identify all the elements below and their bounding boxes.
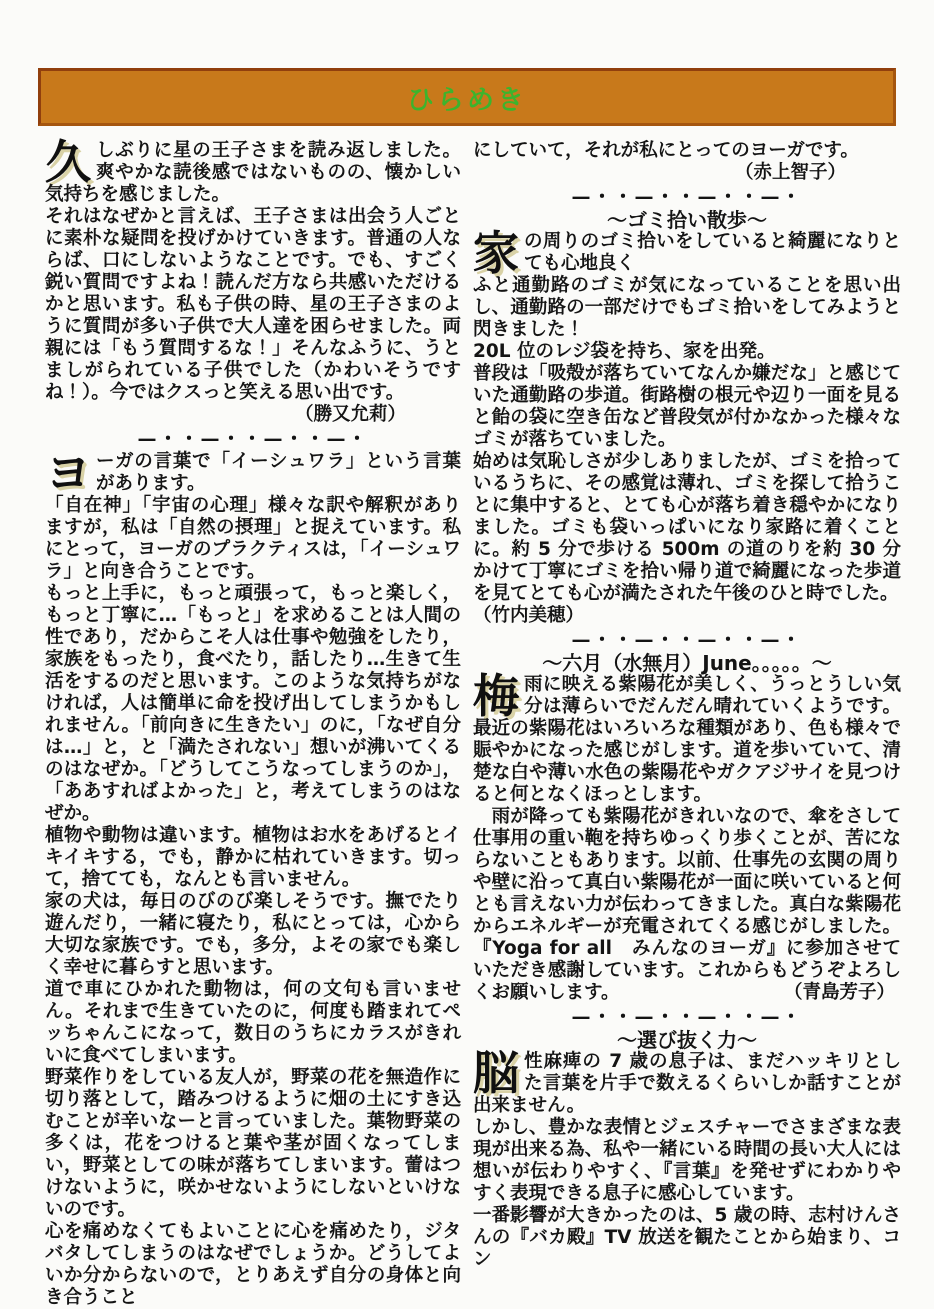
left-column bbox=[45, 135, 461, 1309]
article-june bbox=[473, 669, 901, 806]
page-title: ひらめき bbox=[407, 84, 527, 116]
paragraph: 道で車にひかれた動物は，何の文句も言いません。それまで生きていたのに，何度も踏まれてペッちゃんこになって，数日のうちにカラスがきれいに食べてしまいます。 bbox=[45, 979, 461, 1066]
dropcap-ume: 梅 bbox=[473, 669, 519, 723]
paragraph: しぶりに星の王子さまを読み返しました。爽やかな読後感ではないものの、懐かしい気持ちを感じました。 bbox=[45, 140, 461, 205]
paragraph: 雨が降っても紫陽花がきれいなので、傘をさして仕事用の重い鞄を持ちゆっくり歩くことが、苦にならないこともあります。以前、仕事先の玄関の周りや壁に沿って真白い紫陽花が一面に咲いていると何とも言えない力が伝わってきました。真白な紫陽花からエネルギーが充電されてくる感じがしました。『Yoga for all みんなのヨーガ』に参加させていただき感謝しています。これからもどうぞよろしくお願いします。 bbox=[473, 806, 901, 1003]
paragraph: 雨に映える紫陽花が美しく、うっとうしい気分は薄らいでだんだん晴れていくようです。最近の紫陽花はいろいろな種類があり、色も様々で賑やかになった感じがします。道を歩いていて、清楚な白や薄い水色の紫陽花やガクアジサイを見つけると何となくほっとします。 bbox=[473, 674, 901, 805]
article-gomi bbox=[473, 226, 901, 280]
signature: （青島芳子） bbox=[783, 982, 895, 1003]
paragraph: 「自在神」「宇宙の心理」様々な訳や解釈がありますが，私は「自然の摂理」と捉えています。私にとって，ヨーガのプラクティスは，「イーシュワラ」と向き合うことです。 bbox=[45, 495, 461, 582]
paragraph: にしていて，それが私にとってのヨーガです。 bbox=[473, 140, 859, 161]
dropcap-yo: ヨ bbox=[45, 446, 91, 500]
article-prince bbox=[45, 135, 461, 206]
section-heading-june: 〜六月（水無月）June。。。。。〜 bbox=[542, 651, 832, 675]
section-divider: —・・—・・—・・—・ bbox=[571, 629, 803, 651]
right-column bbox=[473, 140, 901, 1309]
title-banner bbox=[38, 68, 896, 126]
paragraph: 一番影響が大きかったのは、5 歳の時、志村けんさんの『バカ殿』TV 放送を観たことから始まり、コン bbox=[473, 1205, 901, 1270]
paragraph: 植物や動物は違います。植物はお水をあげるとイキイキする，でも，静かに枯れていきます。切って，捨てても，なんとも言いません。 bbox=[45, 825, 461, 890]
paragraph: の周りのゴミ拾いをしていると綺麗になりとても心地良く bbox=[524, 231, 901, 274]
paragraph: 20L 位のレジ袋を持ち、家を出発。 bbox=[473, 341, 776, 362]
section-divider: —・・—・・—・・—・ bbox=[137, 428, 369, 450]
section-heading-erabinuku: 〜選び抜く力〜 bbox=[617, 1028, 757, 1052]
paragraph: それはなぜかと言えば、王子さまは出会う人ごとに素朴な疑問を投げかけていきます。普通の人ならば、口にしないようなことです。でも、すごく鋭い質問ですよね！読んだ方なら共感いただけるかと思います。私も子供の時、星の王子さまのように質問が多い子供で大人達を困らせました。両親には「もう質問するな！」そんなふうに、うとましがられている子供でした（かわいそうですね！）。今ではクスっと笑える思い出です。 bbox=[45, 206, 461, 403]
paragraph: 始めは気恥しさが少しありましたが、ゴミを拾っているうちに、その感覚は薄れ、ゴミを探して拾うことに集中すると、とても心が落ち着き穏やかになりました。ゴミも袋いっぱいになり家路に着くことに。約 5 分で歩ける 500m の道のりを約 30 分かけて丁寧にゴミを拾い帰り道で綺麗になった歩道を見てとても心が満たされた午後のひと時でした。 bbox=[473, 451, 901, 604]
signature: （竹内美穂） bbox=[473, 605, 585, 626]
paragraph: ふと通勤路のゴミが気になっていることを思い出し、通勤路の一部だけでもゴミ拾いをしてみようと閃きました！ bbox=[473, 275, 901, 340]
paragraph: 性麻痺の 7 歳の息子は、まだハッキリとした言葉を片手で数えるくらいしか話すことが出来ません。 bbox=[473, 1051, 901, 1116]
article-yoga bbox=[45, 446, 461, 500]
paragraph: ーガの言葉で「イーシュワラ」という言葉があります。 bbox=[96, 451, 461, 494]
signature: （赤上智子） bbox=[734, 162, 846, 183]
dropcap-nou: 脳 bbox=[473, 1046, 519, 1100]
section-divider: —・・—・・—・・—・ bbox=[571, 1006, 803, 1028]
signature: （勝又允莉） bbox=[294, 404, 406, 425]
newsletter-body bbox=[45, 135, 901, 1309]
paragraph: 野菜作りをしている友人が，野菜の花を無造作に切り落として，踏みつけるように畑の土にすき込むことが辛いなーと言っていました。葉物野菜の多くは，花をつけると葉や茎が固くなってしまい，野菜としての味が落ちてしまいます。蕾はつけないように，咲かせないようにしないといけないのです。 bbox=[45, 1067, 461, 1220]
section-heading-gomi: 〜ゴミ拾い散歩〜 bbox=[607, 208, 767, 232]
paragraph: 心を痛めなくてもよいことに心を痛めたり，ジタバタしてしまうのはなぜでしょうか。どうしてよいか分からないので，とりあえず自分の身体と向き合うこと bbox=[45, 1221, 461, 1308]
dropcap-hisa: 久 bbox=[45, 135, 91, 189]
paragraph: 普段は「吸殻が落ちていてなんか嫌だな」と感じていた通勤路の歩道。街路樹の根元や辺り一面を見ると飴の袋に空き缶など普段気が付かなかった様々なゴミが落ちていました。 bbox=[473, 363, 901, 450]
dropcap-ie: 家 bbox=[473, 226, 519, 280]
article-erabinuku bbox=[473, 1046, 901, 1117]
paragraph: もっと上手に，もっと頑張って，もっと楽しく，もっと丁寧に…「もっと」を求めることは人間の性であり，だからこそ人は仕事や勉強をしたり，家族をもったり，食べたり，話したり…生きて生活をするのだと思います。このような気持ちがなければ，人は簡単に命を投げ出してしまうかもしれません。「前向きに生きたい」のに，「なぜ自分は…」と，と「満たされない」想いが沸いてくるのはなぜか。「どうしてこうなってしまうのか」，「ああすればよかった」と，考えてしまうのはなぜか。 bbox=[45, 583, 461, 824]
section-divider: —・・—・・—・・—・ bbox=[571, 186, 803, 208]
paragraph: しかし、豊かな表情とジェスチャーでさまざまな表現が出来る為、私や一緒にいる時間の長い大人には想いが伝わりやすく、『言葉』を発せずにわかりやすく表現できる息子に感心しています。 bbox=[473, 1117, 901, 1204]
paragraph: 家の犬は，毎日のびのび楽しそうです。撫でたり遊んだり，一緒に寝たり，私にとっては，心から大切な家族です。でも，多分，よその家でも楽しく幸せに暮らすと思います。 bbox=[45, 891, 461, 978]
